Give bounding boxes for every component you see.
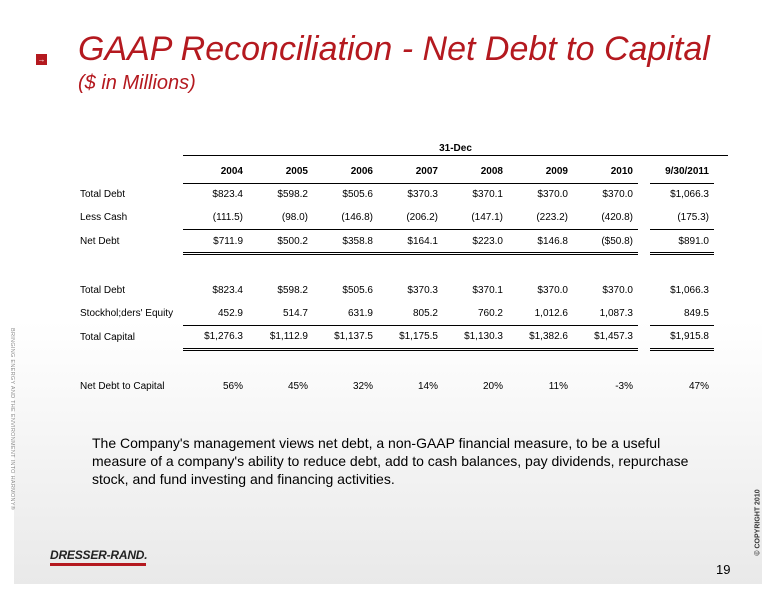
header-gap xyxy=(638,160,650,183)
table-cell: 631.9 xyxy=(313,302,378,325)
table-row xyxy=(76,302,714,325)
page-number: 19 xyxy=(716,562,731,577)
table-cell: 760.2 xyxy=(443,302,508,325)
table-cell: 1,087.3 xyxy=(573,302,638,325)
spacer-row xyxy=(76,254,714,280)
period-header-rule xyxy=(183,155,728,156)
row-label: Stockhol;ders' Equity xyxy=(80,308,174,320)
table-cell: $370.0 xyxy=(602,189,633,201)
table-cell: $505.6 xyxy=(342,189,373,201)
table-cell: 20% xyxy=(482,380,503,392)
table-cell: $146.8 xyxy=(508,229,573,254)
table-cell: $711.9 xyxy=(183,229,248,254)
table-cell: $223.0 xyxy=(443,229,508,254)
table-row xyxy=(76,325,714,350)
table-cell: 1,012.6 xyxy=(508,302,573,325)
table-cell: $1,382.6 xyxy=(508,325,573,350)
table-cell: (147.1) xyxy=(443,206,508,229)
column-header: 2004 xyxy=(183,160,248,183)
column-header: 2008 xyxy=(443,160,508,183)
table-cell: $891.0 xyxy=(650,229,714,254)
table-cell: $1,175.5 xyxy=(378,325,443,350)
arrow-bullet-icon: → xyxy=(37,55,46,64)
table-cell: (420.8) xyxy=(573,206,638,229)
column-header: 9/30/2011 xyxy=(650,160,714,183)
table-cell: 849.5 xyxy=(650,302,714,325)
column-header: 2006 xyxy=(313,160,378,183)
table-cell: $370.0 xyxy=(537,189,568,201)
table-cell: $370.0 xyxy=(537,285,568,297)
column-header: 2005 xyxy=(248,160,313,183)
table-cell: $500.2 xyxy=(248,229,313,254)
table-cell: $823.4 xyxy=(212,189,243,201)
row-label: Total Debt xyxy=(80,189,126,201)
table-cell: $370.3 xyxy=(407,285,438,297)
table-cell: $1,130.3 xyxy=(443,325,508,350)
table-cell: $370.1 xyxy=(472,189,503,201)
spacer-row xyxy=(76,350,714,376)
table-cell: 56% xyxy=(222,380,243,392)
table-cell: $370.0 xyxy=(602,285,633,297)
table-cell: $598.2 xyxy=(277,189,308,201)
table-cell: $1,137.5 xyxy=(313,325,378,350)
column-header: 2010 xyxy=(573,160,638,183)
table-row xyxy=(76,183,714,206)
logo-wordmark: DRESSER-RAND. xyxy=(50,548,148,562)
table-cell: 11% xyxy=(548,380,568,392)
table-cell: (111.5) xyxy=(183,206,248,229)
row-label: Less Cash xyxy=(80,212,128,224)
table-cell: $1,112.9 xyxy=(248,325,313,350)
row-label: Total Debt xyxy=(80,285,126,297)
tagline-vertical: BRINGING ENERGY AND THE ENVIRONMENT INTO HARMONY® xyxy=(9,328,15,511)
table-cell: (223.2) xyxy=(508,206,573,229)
table-cell: $1,915.8 xyxy=(650,325,714,350)
table-cell: 47% xyxy=(688,380,709,392)
table-cell: $370.1 xyxy=(472,285,503,297)
table-cell: (206.2) xyxy=(378,206,443,229)
table-header-row xyxy=(76,160,714,183)
table-cell: $164.1 xyxy=(378,229,443,254)
table-cell: $1,066.3 xyxy=(670,189,709,201)
table-cell: 452.9 xyxy=(183,302,248,325)
column-header: 2007 xyxy=(378,160,443,183)
slide-title: GAAP Reconciliation - Net Debt to Capital xyxy=(78,30,710,68)
table-cell: $505.6 xyxy=(342,285,373,297)
row-label: Net Debt to Capital xyxy=(80,380,165,392)
table-cell: 514.7 xyxy=(248,302,313,325)
table-row xyxy=(76,206,714,229)
table-cell: $358.8 xyxy=(313,229,378,254)
table-row xyxy=(76,279,714,302)
header-blank xyxy=(76,160,183,183)
table-cell: 14% xyxy=(417,380,438,392)
table-cell: $598.2 xyxy=(277,285,308,297)
table-cell: $1,066.3 xyxy=(670,285,709,297)
copyright-vertical: © COPYRIGHT 2010 xyxy=(754,489,762,556)
dresser-rand-logo xyxy=(50,548,147,562)
table-row xyxy=(76,229,714,254)
table-cell: 32% xyxy=(352,380,373,392)
logo-underline xyxy=(50,563,146,566)
table-cell: (146.8) xyxy=(313,206,378,229)
table-cell: $370.3 xyxy=(407,189,438,201)
footnote-text: The Company's management views net debt, a non-GAAP financial measure, to be a useful measure of a company's ability to reduce debt, add to cash balances, pay dividends, repurchase stock, and fund investing and financing activities. xyxy=(92,435,689,487)
table-cell: ($50.8) xyxy=(573,229,638,254)
table-cell: $823.4 xyxy=(212,285,243,297)
table-cell: 805.2 xyxy=(378,302,443,325)
row-label: Net Debt xyxy=(80,236,120,248)
table-cell: (175.3) xyxy=(650,206,714,229)
table-cell: $1,276.3 xyxy=(183,325,248,350)
table-row xyxy=(76,375,714,398)
table-cell: $1,457.3 xyxy=(573,325,638,350)
slide-subtitle: ($ in Millions) xyxy=(78,72,196,94)
table-cell: 45% xyxy=(287,380,308,392)
net-debt-table xyxy=(76,160,714,398)
row-label: Total Capital xyxy=(80,331,136,343)
column-header: 2009 xyxy=(508,160,573,183)
table-cell: (98.0) xyxy=(248,206,313,229)
table-cell: -3% xyxy=(615,380,633,392)
period-header: 31-Dec xyxy=(439,143,472,154)
